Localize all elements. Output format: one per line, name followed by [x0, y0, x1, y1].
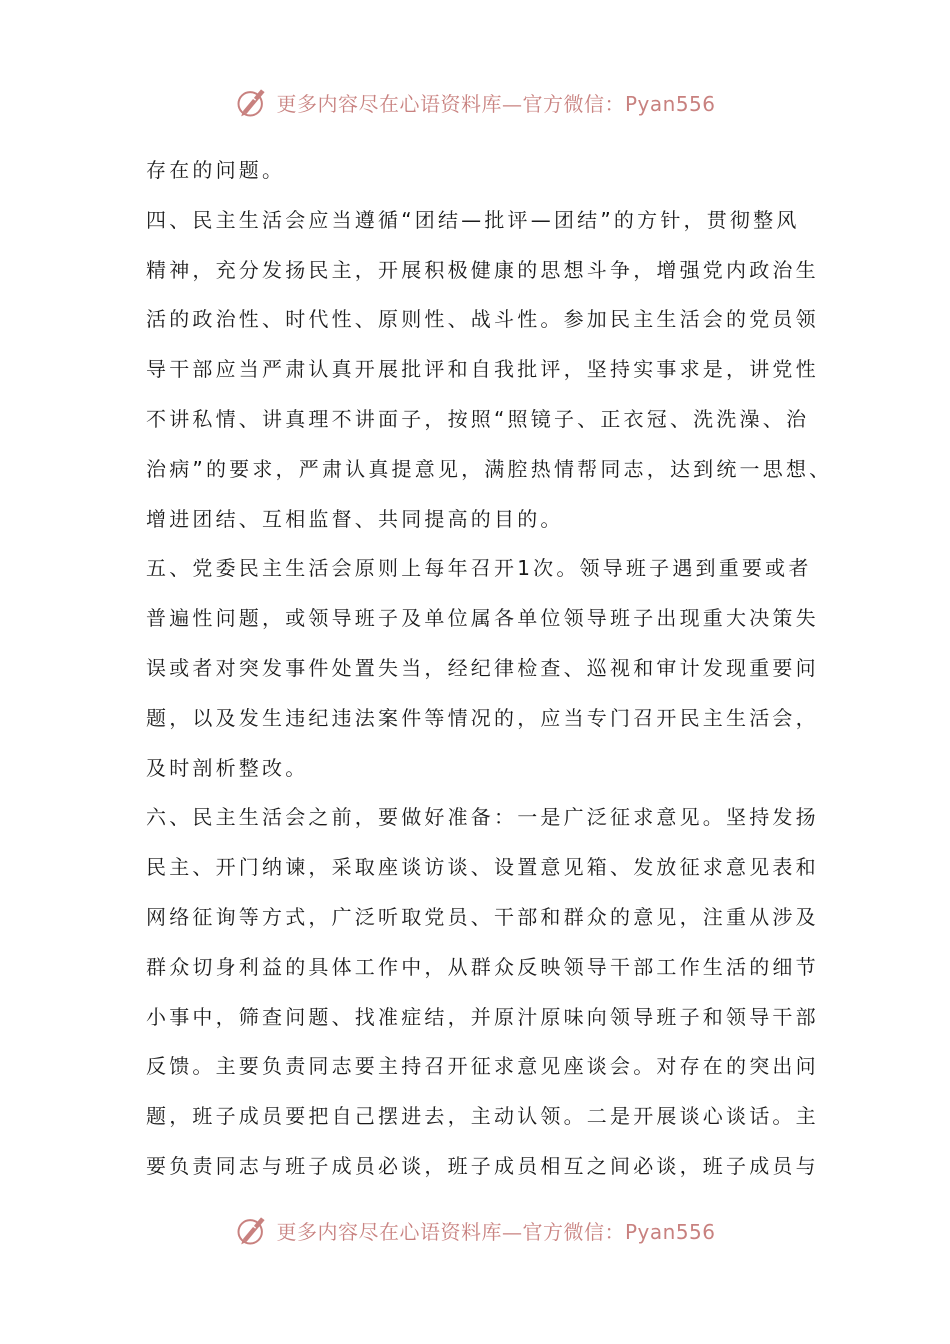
text-line: 误或者对突发事件处置失当，经纪律检查、巡视和审计发现重要问 — [146, 655, 819, 680]
watermark-wechat-id: Pyan556 — [624, 1219, 716, 1244]
watermark-footer — [0, 1208, 950, 1252]
watermark-wechat-id: Pyan556 — [624, 91, 716, 116]
pen-logo-icon — [234, 1212, 270, 1248]
text-line: 网络征询等方式，广泛听取党员、干部和群众的意见，注重从涉及 — [146, 904, 819, 929]
text-line: 存在的问题。 — [146, 158, 286, 182]
text-line: 普遍性问题，或领导班子及单位属各单位领导班子出现重大决策失 — [146, 606, 819, 631]
text-line: 要负责同志与班子成员必谈，班子成员相互之间必谈，班子成员与 — [146, 1153, 819, 1178]
document-body — [146, 146, 836, 1192]
watermark-text: 更多内容尽在心语资料库—官方微信： — [276, 91, 625, 116]
text-line: 不讲私情、讲真理不讲面子，按照“照镜子、正衣冠、洗洗澡、治 — [146, 406, 810, 431]
watermark-text: 更多内容尽在心语资料库—官方微信： — [276, 1219, 625, 1244]
text-line: 反馈。主要负责同志要主持召开征求意见座谈会。对存在的突出问 — [146, 1054, 819, 1079]
text-line: 精神，充分发扬民主，开展积极健康的思想斗争，增强党内政治生 — [146, 257, 819, 282]
text-line: 导干部应当严肃认真开展批评和自我批评，坚持实事求是，讲党性 — [146, 357, 819, 382]
text-line: 题，以及发生违纪违法案件等情况的，应当专门召开民主生活会， — [146, 705, 819, 730]
text-line: 群众切身利益的具体工作中，从群众反映领导干部工作生活的细节 — [146, 954, 819, 979]
text-line: 小事中，筛查问题、找准症结，并原汁原味向领导班子和领导干部 — [146, 1004, 819, 1029]
text-line: 六、民主生活会之前，要做好准备：一是广泛征求意见。坚持发扬 — [146, 805, 819, 830]
pen-logo-icon — [234, 84, 270, 120]
watermark-header — [0, 80, 950, 124]
text-line: 题，班子成员要把自己摆进去，主动认领。二是开展谈心谈话。主 — [146, 1104, 819, 1129]
text-line: 及时剖析整改。 — [146, 755, 309, 780]
text-line: 五、党委民主生活会原则上每年召开1次。领导班子遇到重要或者 — [146, 556, 812, 581]
text-line: 活的政治性、时代性、原则性、战斗性。参加民主生活会的党员领 — [146, 307, 819, 332]
text-line: 治病”的要求，严肃认真提意见，满腔热情帮同志，达到统一思想、 — [146, 456, 833, 481]
text-line: 民主、开门纳谏，采取座谈访谈、设置意见箱、发放征求意见表和 — [146, 855, 819, 880]
text-line: 增进团结、互相监督、共同提高的目的。 — [146, 506, 564, 531]
text-line: 四、民主生活会应当遵循“团结—批评—团结”的方针，贯彻整风 — [146, 207, 800, 232]
